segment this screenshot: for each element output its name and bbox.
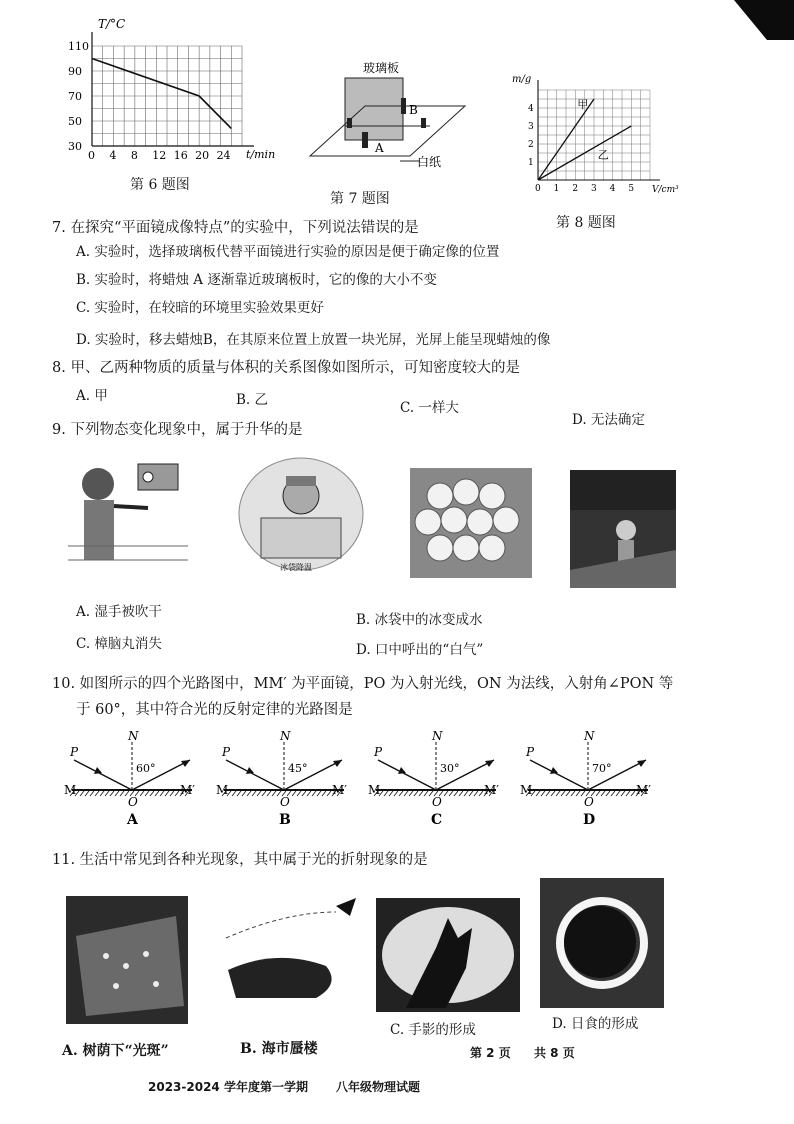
fig7-diagram xyxy=(305,48,485,173)
q11-tree-shadow-image xyxy=(66,896,188,1024)
scan-shadow xyxy=(734,0,794,40)
q9-stem: 9. 下列物态变化现象中，属于升华的是 xyxy=(52,422,303,438)
fig6-series-line xyxy=(92,59,231,129)
fig6-grid xyxy=(92,46,242,146)
q11-option-a[interactable]: A. 树荫下“光斑” xyxy=(62,1043,169,1059)
q9-option-d[interactable]: D. 口中呼出的“白气” xyxy=(356,642,484,658)
fig6-y-tick: 90 xyxy=(68,65,82,78)
q10-option-label: D xyxy=(583,812,596,828)
fig8-series-label: 乙 xyxy=(597,148,609,162)
q9-mothballs-image xyxy=(410,468,532,578)
q11-option-d[interactable]: D. 日食的形成 xyxy=(552,1016,639,1032)
q10-angle-label: 60° xyxy=(136,762,156,775)
q9-option-c[interactable]: C. 樟脑丸消失 xyxy=(76,636,162,652)
fig6-x-tick: 4 xyxy=(109,149,117,162)
q10-label-o: O xyxy=(584,795,594,809)
q10-label-n: N xyxy=(128,729,139,743)
fig6-x-tick: 24 xyxy=(216,149,231,162)
q10-label-o: O xyxy=(432,795,442,809)
fig6-y-tick: 30 xyxy=(68,140,82,153)
fig8-y-tick: 2 xyxy=(528,140,534,150)
q10-ray-diagrams xyxy=(60,729,680,837)
fig7-caption: 第 7 题图 xyxy=(330,191,390,207)
q9-ice-bag-image xyxy=(236,456,366,576)
q10-label-o: O xyxy=(128,795,138,809)
q10-label-p: P xyxy=(374,745,383,759)
q7-stem: 7. 在探究“平面镜成像特点”的实验中，下列说法错误的是 xyxy=(52,220,419,236)
q7-option-c[interactable]: C. 实验时，在较暗的环境里实验效果更好 xyxy=(76,300,324,316)
q10-label-m: M xyxy=(520,783,533,797)
q10-diagram xyxy=(216,729,347,828)
q10-label-p: P xyxy=(70,745,79,759)
q9-ice-bag-label: 冰袋降温 xyxy=(280,563,312,572)
fig6-xlabel: t/min xyxy=(246,148,276,161)
fig8-y-tick: 4 xyxy=(528,104,534,114)
q11-stem: 11. 生活中常见到各种光现象，其中属于光的折射现象的是 xyxy=(52,852,428,868)
q10-line1: 10. 如图所示的四个光路图中，MM′ 为平面镜，PO 为入射光线，ON 为法线，入射角∠PON 等 xyxy=(52,676,674,692)
q10-label-m: M xyxy=(64,783,77,797)
fig7-label-b: B xyxy=(409,103,418,117)
q9-option-a[interactable]: A. 湿手被吹干 xyxy=(76,604,162,620)
fig8-chart xyxy=(510,72,679,207)
q7-option-b[interactable]: B. 实验时，将蜡烛 A 逐渐靠近玻璃板时，它的像的大小不变 xyxy=(76,272,437,288)
q10-angle-label: 45° xyxy=(288,762,308,775)
q10-diagram xyxy=(64,729,195,828)
fig6-x-tick: 8 xyxy=(130,149,138,162)
q8-option-d[interactable]: D. 无法确定 xyxy=(572,412,645,428)
footer-term: 2023-2024 学年度第一学期 xyxy=(148,1080,308,1094)
q10-option-label: B xyxy=(279,812,291,828)
q10-angle-label: 70° xyxy=(592,762,612,775)
q10-diagram xyxy=(520,729,651,828)
q10-label-n: N xyxy=(584,729,595,743)
fig8-y-tick: 3 xyxy=(528,122,534,132)
q9-option-b[interactable]: B. 冰袋中的冰变成水 xyxy=(356,612,483,628)
fig8-caption: 第 8 题图 xyxy=(556,215,616,231)
q10-label-o: O xyxy=(280,795,290,809)
q11-mirage-image xyxy=(216,898,366,1010)
fig7-glass-label: 玻璃板 xyxy=(363,61,400,75)
q8-option-a[interactable]: A. 甲 xyxy=(76,388,108,404)
q8-option-c[interactable]: C. 一样大 xyxy=(400,400,459,416)
fig6-x-tick: 16 xyxy=(173,149,188,162)
fig6-x-tick: 12 xyxy=(152,149,167,162)
q10-label-p: P xyxy=(222,745,231,759)
q11-eclipse-image xyxy=(540,878,664,1008)
q9-breath-image xyxy=(570,470,676,588)
fig6-x-tick: 20 xyxy=(195,149,210,162)
q11-hand-shadow-image xyxy=(376,898,520,1012)
fig8-x-tick: 5 xyxy=(628,184,635,194)
q11-option-c[interactable]: C. 手影的形成 xyxy=(390,1022,476,1038)
q10-label-p: P xyxy=(526,745,535,759)
q8-stem: 8. 甲、乙两种物质的质量与体积的关系图像如图所示，可知密度较大的是 xyxy=(52,360,520,376)
fig8-series-label: 甲 xyxy=(577,98,589,111)
q10-label-n: N xyxy=(280,729,291,743)
fig8-x-tick: 4 xyxy=(609,184,616,194)
fig8-x-tick: 0 xyxy=(535,184,541,194)
fig8-xlabel: V/cm³ xyxy=(652,185,679,195)
footer-total: 共 8 页 xyxy=(534,1046,575,1060)
fig6-y-tick: 70 xyxy=(68,90,82,103)
q10-option-label: C xyxy=(431,812,443,828)
fig6-ylabel: T/°C xyxy=(98,17,126,31)
q11-option-b[interactable]: B. 海市蜃楼 xyxy=(240,1041,318,1057)
q10-angle-label: 30° xyxy=(440,762,460,775)
fig8-x-tick: 2 xyxy=(572,184,579,194)
q10-label-m2: M′ xyxy=(484,783,500,797)
fig8-y-tick: 1 xyxy=(528,158,534,168)
q10-label-m: M xyxy=(216,783,229,797)
fig8-x-tick: 3 xyxy=(591,184,597,194)
fig6-x-tick: 0 xyxy=(88,149,95,162)
fig8-x-tick: 1 xyxy=(553,184,560,194)
q10-label-m2: M′ xyxy=(332,783,348,797)
q10-label-m2: M′ xyxy=(636,783,652,797)
q10-label-m: M xyxy=(368,783,381,797)
footer-page: 第 2 页 xyxy=(470,1046,511,1060)
q7-option-d[interactable]: D. 实验时，移去蜡烛B，在其原来位置上放置一块光屏，光屏上能呈现蜡烛的像 xyxy=(76,332,551,348)
q7-option-a[interactable]: A. 实验时，选择玻璃板代替平面镜进行实验的原因是便于确定像的位置 xyxy=(76,244,500,260)
fig7-paper-label: 白纸 xyxy=(417,155,442,169)
q10-label-n: N xyxy=(432,729,443,743)
q9-hand-dryer-image xyxy=(68,456,188,566)
q8-option-b[interactable]: B. 乙 xyxy=(236,392,269,408)
q10-diagram xyxy=(368,729,499,828)
q10-option-label: A xyxy=(127,812,138,828)
footer-subject: 八年级物理试题 xyxy=(336,1080,421,1094)
fig8-ylabel: m/g xyxy=(512,74,532,85)
fig6-caption: 第 6 题图 xyxy=(130,177,190,193)
q10-label-m2: M′ xyxy=(180,783,196,797)
fig6-y-tick: 50 xyxy=(68,115,82,128)
fig6-y-tick: 110 xyxy=(68,40,89,53)
fig7-label-a: A xyxy=(375,141,384,155)
fig8-grid xyxy=(538,90,650,180)
fig6-chart xyxy=(62,18,292,168)
q10-line2: 于 60°，其中符合光的反射定律的光路图是 xyxy=(76,702,353,718)
